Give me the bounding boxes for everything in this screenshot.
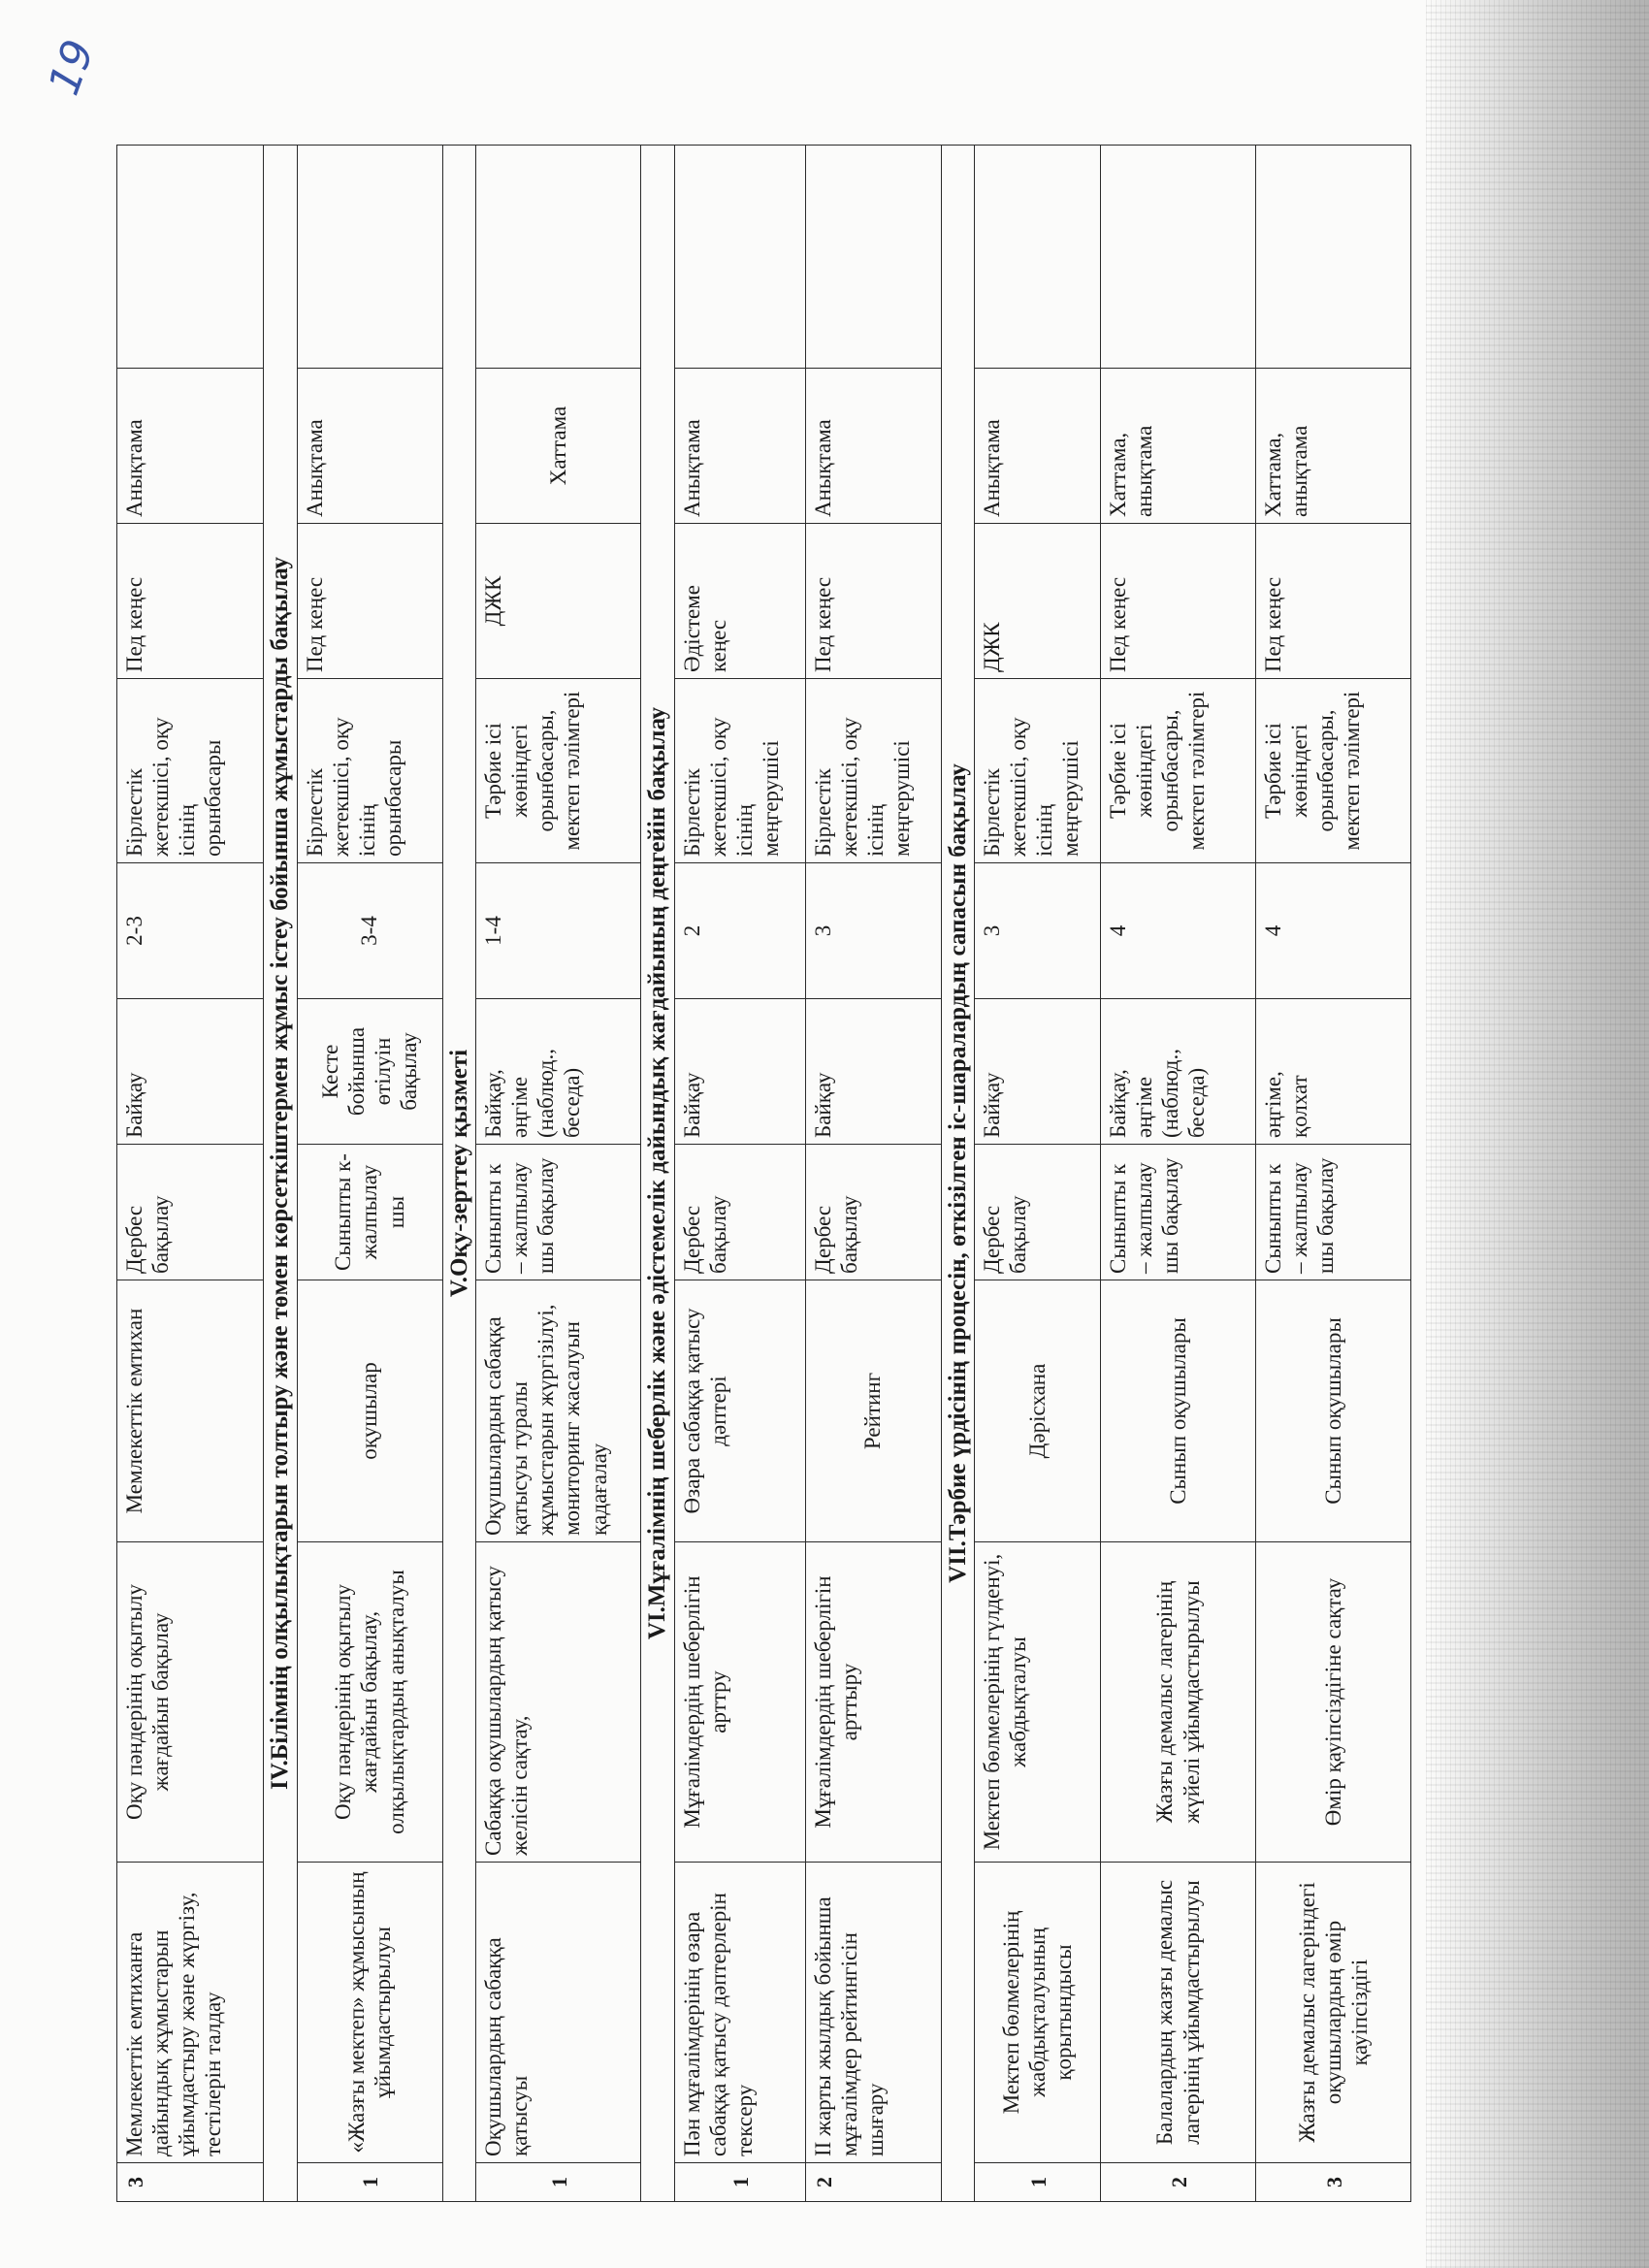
cell-review-place: Пед кеңес	[297, 524, 442, 679]
cell-review-place: Әдістеме кеңес	[674, 524, 805, 679]
cell-control-type: Дербес бақылау	[975, 1145, 1101, 1280]
cell-review-place: ДЖК	[476, 524, 641, 679]
section-header	[264, 146, 298, 2202]
table-row	[975, 146, 1101, 2202]
cell-control-object: Сабаққа оқушылардың қатысу желісін сақтау,	[476, 1542, 641, 1863]
cell-method: Байқау	[117, 999, 264, 1145]
section-title-iv: IV.Білімнің олқылықтарын толтыру және төмен көрсеткіштермен жұмыс істеу бойынша жұмыстарды бақылау	[264, 146, 298, 2202]
cell-control-type: Сыныпты к – жалпылау шы бақылау	[1101, 1145, 1256, 1280]
cell-method: Байқау	[805, 999, 941, 1145]
cell-control-object: Оқу пәндерінің оқытылу жағдайын бақылау, олқылықтардың анықталуы	[297, 1542, 442, 1863]
cell-objective: Мемлекеттік емтиханға дайындық жұмыстарын ұйымдастыру және жүргізу, тестілерін талдау	[117, 1863, 264, 2163]
cell-objective: ІІ жарты жылдық бойынша мұғалімдер рейтингісін шығару	[805, 1863, 941, 2163]
cell-subject: Мемлекеттік емтихан	[117, 1280, 264, 1542]
cell-review-place: Пед кеңес	[117, 524, 264, 679]
row-number: 2	[1101, 2163, 1256, 2202]
cell-method: Байқау	[674, 999, 805, 1145]
cell-objective: «Жазғы мектеп» жұмысының ұйымдастырылуы	[297, 1863, 442, 2163]
section-title-v: V.Оқу-зерттеу қызметі	[442, 146, 476, 2202]
cell-responsible: Бірлестік жетекшісі, оқу ісінің меңгерушісі	[805, 679, 941, 863]
cell-subject: Сынып оқушылары	[1101, 1280, 1256, 1542]
table-row	[476, 146, 641, 2202]
section-title-vii: VII.Тәрбие үрдісінің процесін, өткізілген іс-шаралардың сапасын бақылау	[941, 146, 975, 2202]
cell-control-type: Дербес бақылау	[674, 1145, 805, 1280]
section-header	[442, 146, 476, 2202]
cell-responsible: Бірлестік жетекшісі, оқу ісінің меңгерушісі	[975, 679, 1101, 863]
cell-empty	[975, 146, 1101, 369]
cell-result: Хаттама, анықтама	[1256, 369, 1411, 524]
cell-control-object: Мектеп бөлмелерінің гүлденуі, жабдықталуы	[975, 1542, 1101, 1863]
section-title-vi: VI.Мұғалімнің шеберлік және әдістемелік дайындық жағдайының деңгейін бақылау	[641, 146, 675, 2202]
cell-control-type: Сыныпты к-жалпылау шы	[297, 1145, 442, 1280]
cell-method: Кесте бойынша өтілуін бақылау	[297, 999, 442, 1145]
cell-control-object: Жазғы демалыс лагерінің жүйелі ұйымдастырылуы	[1101, 1542, 1256, 1863]
cell-subject: Сынып оқушылары	[1256, 1280, 1411, 1542]
table-row	[297, 146, 442, 2202]
cell-objective: Балалардың жазғы демалыс лагерінің ұйымдастырылуы	[1101, 1863, 1256, 2163]
cell-objective: Пән мұғалімдерінің өзара сабаққа қатысу дәптерлерін тексеру	[674, 1863, 805, 2163]
cell-empty	[1256, 146, 1411, 369]
cell-review-place: Пед кеңес	[1101, 524, 1256, 679]
cell-control-object: Мұғалімдердің шеберлігін арттру	[674, 1542, 805, 1863]
cell-week: 4	[1256, 863, 1411, 999]
cell-responsible: Бірлестік жетекшісі, оқу ісінің орынбасары	[297, 679, 442, 863]
cell-responsible: Тәрбие ісі жөніндегі орынбасары, мектеп тәлімгері	[1256, 679, 1411, 863]
cell-method: Байқау, әңгіме (наблюд., беседа)	[1101, 999, 1256, 1145]
cell-week: 2-3	[117, 863, 264, 999]
row-number: 1	[297, 2163, 442, 2202]
cell-subject: Рейтинг	[805, 1280, 941, 1542]
cell-responsible: Бірлестік жетекшісі, оқу ісінің меңгерушісі	[674, 679, 805, 863]
table-row	[117, 146, 264, 2202]
cell-week: 3-4	[297, 863, 442, 999]
cell-result: Анықтама	[805, 369, 941, 524]
cell-objective: Жазғы демалыс лагеріндегі оқушылардың өмір қауіпсіздігі	[1256, 1863, 1411, 2163]
cell-empty	[1101, 146, 1256, 369]
row-number: 2	[805, 2163, 941, 2202]
cell-empty	[476, 146, 641, 369]
row-number: 3	[117, 2163, 264, 2202]
cell-week: 3	[975, 863, 1101, 999]
row-number: 1	[975, 2163, 1101, 2202]
cell-responsible: Тәрбие ісі жөніндегі орынбасары, мектеп тәлімгері	[476, 679, 641, 863]
cell-responsible: Бірлестік жетекшісі, оқу ісінің орынбасары	[117, 679, 264, 863]
table-row	[805, 146, 941, 2202]
cell-week: 1-4	[476, 863, 641, 999]
table-row	[1256, 146, 1411, 2202]
rotated-page	[116, 146, 1397, 2202]
cell-control-object: Мұғалімдердің шеберлігін арттыру	[805, 1542, 941, 1863]
scan-edge-noise	[1426, 0, 1649, 2268]
table-row	[1101, 146, 1256, 2202]
cell-result: Анықтама	[117, 369, 264, 524]
table-row	[674, 146, 805, 2202]
cell-subject: Оқушылардың сабаққа қатысуы туралы жұмыстарын жүргізілуі, мониторинг жасалуын қадағалау	[476, 1280, 641, 1542]
cell-result: Анықтама	[297, 369, 442, 524]
cell-empty	[674, 146, 805, 369]
cell-responsible: Тәрбие ісі жөніндегі орынбасары, мектеп тәлімгері	[1101, 679, 1256, 863]
cell-subject: Дәрісхана	[975, 1280, 1101, 1542]
row-number: 1	[674, 2163, 805, 2202]
cell-week: 2	[674, 863, 805, 999]
cell-empty	[297, 146, 442, 369]
row-number: 3	[1256, 2163, 1411, 2202]
cell-objective: Оқушылардың сабаққа қатысуы	[476, 1863, 641, 2163]
cell-method: Байқау	[975, 999, 1101, 1145]
cell-control-type: Сыныпты к – жалпылау шы бақылау	[1256, 1145, 1411, 1280]
cell-method: әңгіме, қолхат	[1256, 999, 1411, 1145]
cell-result: Анықтама	[975, 369, 1101, 524]
cell-control-type: Дербес бақылау	[117, 1145, 264, 1280]
cell-empty	[117, 146, 264, 369]
control-plan-table	[116, 145, 1411, 2202]
cell-week: 3	[805, 863, 941, 999]
cell-result: Хаттама	[476, 369, 641, 524]
cell-objective: Мектеп бөлмелерінің жабдықталуының қорытындысы	[975, 1863, 1101, 2163]
cell-week: 4	[1101, 863, 1256, 999]
cell-method: Байқау, әңгіме (наблюд., беседа)	[476, 999, 641, 1145]
handwritten-page-number: 19	[39, 33, 105, 102]
cell-empty	[805, 146, 941, 369]
cell-review-place: Пед кеңес	[805, 524, 941, 679]
section-header	[941, 146, 975, 2202]
cell-review-place: ДЖК	[975, 524, 1101, 679]
cell-subject: оқушылар	[297, 1280, 442, 1542]
cell-control-type: Сыныпты к – жалпылау шы бақылау	[476, 1145, 641, 1280]
cell-review-place: Пед кеңес	[1256, 524, 1411, 679]
cell-control-type: Дербес бақылау	[805, 1145, 941, 1280]
cell-result: Анықтама	[674, 369, 805, 524]
cell-subject: Өзара сабаққа қатысу дәптері	[674, 1280, 805, 1542]
cell-control-object: Өмір қауіпсіздігіне сақтау	[1256, 1542, 1411, 1863]
cell-result: Хаттама, анықтама	[1101, 369, 1256, 524]
cell-control-object: Оқу пәндерінің оқытылу жағдайын бақылау	[117, 1542, 264, 1863]
row-number: 1	[476, 2163, 641, 2202]
section-header	[641, 146, 675, 2202]
